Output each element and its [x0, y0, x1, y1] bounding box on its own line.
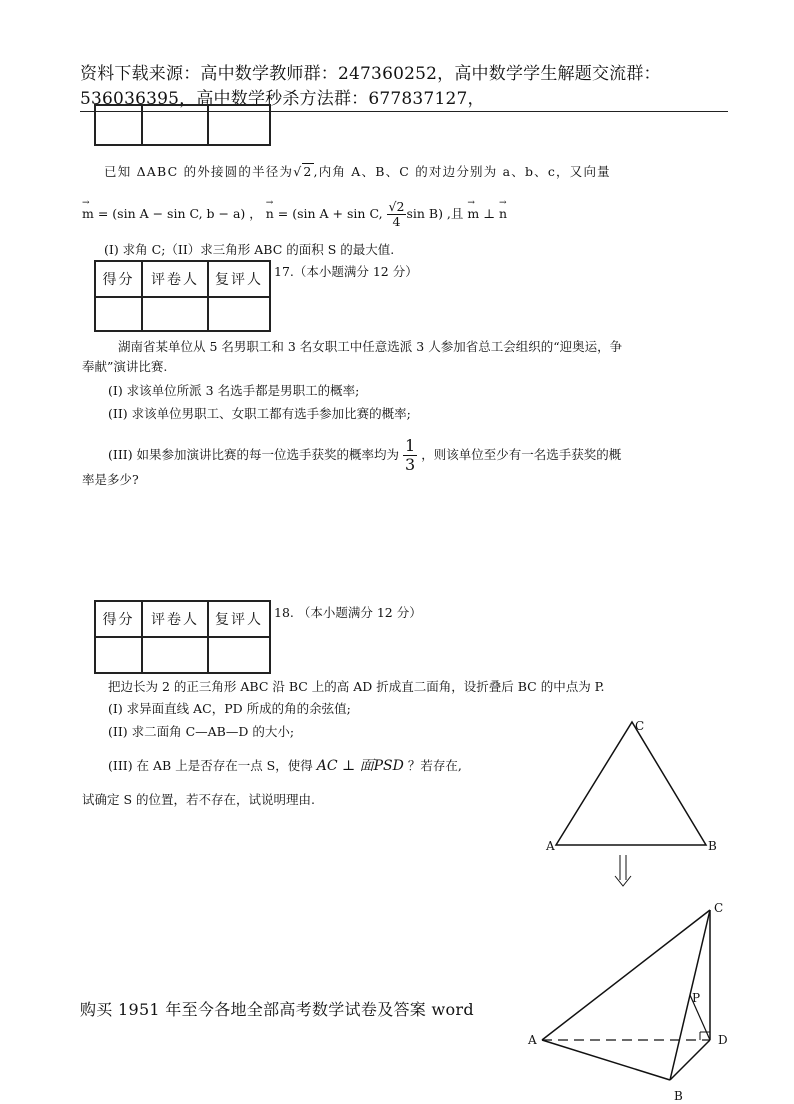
score-header-pingjuanren: 评卷人 — [142, 261, 208, 297]
perp-symbol: ⊥ — [479, 206, 499, 221]
q16-parts: (I) 求角 C;（II）求三角形 ABC 的面积 S 的最大值. — [104, 242, 395, 257]
vector-n: → n — [266, 204, 274, 224]
q18-part3-a: (III) 在 AB 上是否存在一点 S，使得 — [108, 758, 313, 773]
double-down-arrow-icon — [615, 855, 631, 886]
label-tet-P: P — [692, 991, 701, 1005]
geometry-figure — [520, 710, 750, 1104]
score-table-q17 — [94, 260, 271, 332]
q17-title: 17.（本小题满分 12 分） — [274, 264, 418, 279]
edge-AB — [542, 1040, 670, 1080]
q17-part3-b: ，则该单位至少有一名选手获奖的概 — [421, 447, 622, 462]
label-tet-A: A — [528, 1033, 537, 1047]
q18-part3-cont: 试确定 S 的位置，若不存在，试说明理由. — [82, 792, 315, 807]
equilateral-triangle — [556, 722, 706, 845]
q17-part3-a: (III) 如果参加演讲比赛的每一位选手获奖的概率均为 — [108, 447, 400, 462]
label-tet-C: C — [714, 901, 724, 915]
score-cell — [95, 297, 142, 331]
vector-n-expr: = (sin A + sin C, — [273, 206, 383, 221]
label-tri-A: A — [546, 839, 555, 853]
score-cell — [142, 297, 208, 331]
q18-stem: 把边长为 2 的正三角形 ABC 沿 BC 上的高 AD 折成直二面角，设折叠后 BC 的中点为 P. — [108, 679, 605, 694]
q16-vectors — [82, 200, 507, 229]
q17-part3-cont: 率是多少? — [82, 472, 139, 487]
source-header-line2: 536036395，高中数学秒杀方法群：677837127， — [80, 89, 485, 109]
score-table-q18 — [94, 600, 271, 674]
fraction-one-third — [403, 437, 417, 474]
q17-part1: (I) 求该单位所派 3 名选手都是男职工的概率; — [108, 383, 360, 398]
footer-ad: 购买 1951 年至今各地全部高考数学试卷及答案 word — [80, 1000, 474, 1019]
score-header-defen: 得分 — [95, 261, 142, 297]
edge-AC — [542, 910, 710, 1040]
q17-stem-line1: 湖南省某单位从 5 名男职工和 3 名女职工中任意选派 3 人参加省总工会组织的“迎奥运，争 — [118, 339, 623, 354]
score-header-defen: 得分 — [95, 601, 142, 637]
q18-perp-expr: AC ⊥ 面PSD — [316, 758, 404, 774]
label-tri-B: B — [708, 839, 717, 853]
perp-n: → n — [499, 204, 507, 224]
q17-stem-line2: 奉献”演讲比赛. — [82, 359, 168, 374]
score-cell — [142, 105, 208, 145]
frac-den: 4 — [392, 214, 401, 229]
label-tet-B: B — [674, 1089, 683, 1103]
q16-sqrt: 2 — [303, 164, 313, 179]
q18-part3-b: ？若存在, — [407, 758, 462, 773]
source-header-line1: 资料下载来源：高中数学教师群：247360252，高中数学学生解题交流群： — [80, 64, 661, 84]
edge-BD — [670, 1040, 710, 1080]
q18-title: 18. （本小题满分 12 分） — [274, 605, 422, 620]
score-cell — [208, 637, 270, 673]
label-tet-D: D — [718, 1033, 728, 1047]
score-cell — [142, 637, 208, 673]
label-tri-C: C — [635, 719, 645, 733]
score-cell — [208, 105, 270, 145]
score-header-fupingren: 复评人 — [208, 601, 270, 637]
q16-stem-part: ,内角 A、B、C 的对边分别为 a、b、c，又向量 — [313, 164, 611, 179]
q16-stem-part: 已知 ΔABC 的外接圆的半径为 — [104, 164, 294, 179]
q18-part2: (II) 求二面角 C—AB—D 的大小; — [108, 724, 295, 739]
score-table-partial — [94, 104, 271, 146]
q18-part3 — [108, 756, 462, 776]
q17-part2: (II) 求该单位男职工、女职工都有选手参加比赛的概率; — [108, 406, 411, 421]
vector-m-expr: = (sin A − sin C, b − a) ， — [93, 206, 262, 221]
frac-den: 3 — [405, 455, 416, 474]
vector-n-expr-b: sin B) ,且 — [406, 206, 464, 221]
fraction-sqrt2-over-4 — [387, 200, 407, 229]
q18-part1: (I) 求异面直线 AC，PD 所成的角的余弦值; — [108, 701, 351, 716]
q16-stem: 已知 ΔABC 的外接圆的半径为√2,内角 A、B、C 的对边分别为 a、b、c，又向量 — [104, 164, 611, 179]
score-cell — [95, 637, 142, 673]
score-header-pingjuanren: 评卷人 — [142, 601, 208, 637]
frac-num: √2 — [388, 199, 405, 214]
score-cell — [208, 297, 270, 331]
frac-num: 1 — [405, 436, 416, 455]
score-header-fupingren: 复评人 — [208, 261, 270, 297]
vector-m: → m — [82, 204, 94, 224]
q17-part3 — [108, 437, 621, 474]
perp-m: → m — [467, 204, 479, 224]
score-cell — [95, 105, 142, 145]
